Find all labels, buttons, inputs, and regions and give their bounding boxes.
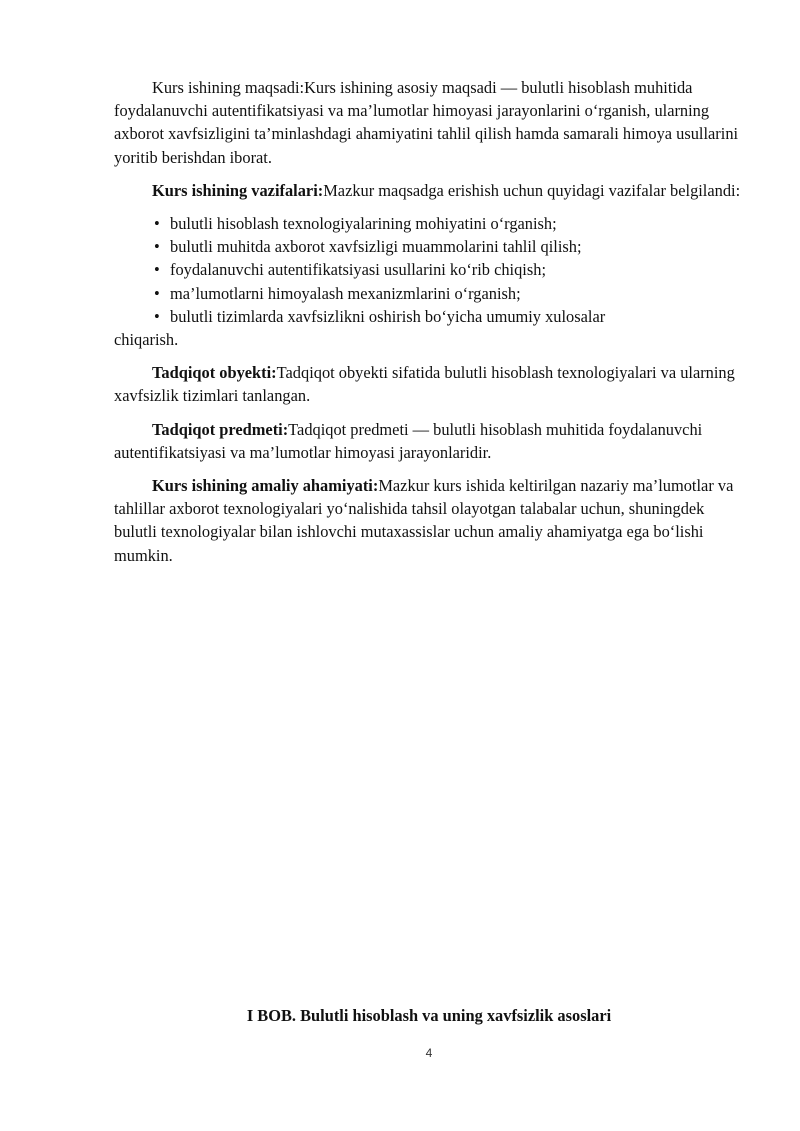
bullet-icon: • xyxy=(154,214,160,234)
paragraph-text: Tadqiqot obyekti sifatida bulutli hisoblash texnologiyalari va ularning xavfsizlik tizimlari tanlangan. xyxy=(114,363,735,406)
list-item-text: bulutli muhitda axborot xavfsizligi muammolarini tahlil qilish; xyxy=(170,237,582,257)
list-item-text: bulutli hisoblash texnologiyalarining mohiyatini o‘rganish; xyxy=(170,214,557,234)
paragraph-vazifalar xyxy=(114,179,744,202)
chapter-title: I BOB. Bulutli hisoblash va uning xavfsizlik asoslari xyxy=(246,1006,612,1025)
paragraph-label: Kurs ishining vazifalari: xyxy=(152,180,324,200)
paragraph-text: Mazkur maqsadga erishish uchun quyidagi vazifalar belgilandi: xyxy=(323,180,741,200)
list-item-text: foydalanuvchi autentifikatsiyasi usullarini ko‘rib chiqish; xyxy=(170,260,546,280)
list-item xyxy=(114,258,744,281)
bullet-icon: • xyxy=(154,260,160,280)
bullet-icon: • xyxy=(154,237,160,257)
list-item xyxy=(114,305,744,328)
list-item-text: bulutli tizimlarda xavfsizlikni oshirish bo‘yicha umumiy xulosalar xyxy=(170,306,606,326)
list-continuation: chiqarish. xyxy=(114,330,179,350)
paragraph-text: Mazkur kurs ishida keltirilgan nazariy ma’lumotlar va tahlillar axborot texnologiyalari yo‘nalishida tahsil olayotgan talabalar uchun, shuningdek bulutli texnologiyalar bilan ishlovchi mutaxassislar uchun amaliy ahamiyatga ega bo‘lishi mumkin. xyxy=(114,476,734,565)
page-number-text: 4 xyxy=(425,1046,433,1060)
page-number xyxy=(0,1046,800,1060)
page-content xyxy=(114,76,744,577)
list-item-text: ma’lumotlarni himoyalash mexanizmlarini o‘rganish; xyxy=(170,283,521,303)
paragraph-maqsad xyxy=(114,76,744,169)
list-item xyxy=(114,212,744,235)
paragraph-predmet xyxy=(114,418,744,464)
bullet-icon: • xyxy=(154,306,160,326)
paragraph-text: Kurs ishining asosiy maqsadi — bulutli hisoblash muhitida foydalanuvchi autentifikatsiyasi va ma’lumotlar himoyasi jarayonlarini o‘rganish, ularning axborot xavfsizligini ta’minlashdagi ahamiyatini tahlil qilish hamda samarali himoya usullarini yoritib berishdan iborat. xyxy=(114,78,739,167)
paragraph-ahamiyat xyxy=(114,474,744,567)
paragraph-label: Tadqiqot predmeti: xyxy=(152,419,289,439)
paragraph-label: Kurs ishining maqsadi: xyxy=(152,78,305,97)
paragraph-label: Kurs ishining amaliy ahamiyati: xyxy=(152,476,379,496)
bullet-icon: • xyxy=(154,283,160,303)
task-list xyxy=(114,212,744,328)
paragraph-obyekt xyxy=(114,361,744,407)
list-item xyxy=(114,282,744,305)
paragraph-text: Tadqiqot predmeti — bulutli hisoblash muhitida foydalanuvchi autentifikatsiyasi va ma’lumotlar himoyasi jarayonlaridir. xyxy=(114,419,703,462)
list-item xyxy=(114,235,744,258)
chapter-heading xyxy=(0,1006,800,1026)
paragraph-label: Tadqiqot obyekti: xyxy=(152,363,277,383)
